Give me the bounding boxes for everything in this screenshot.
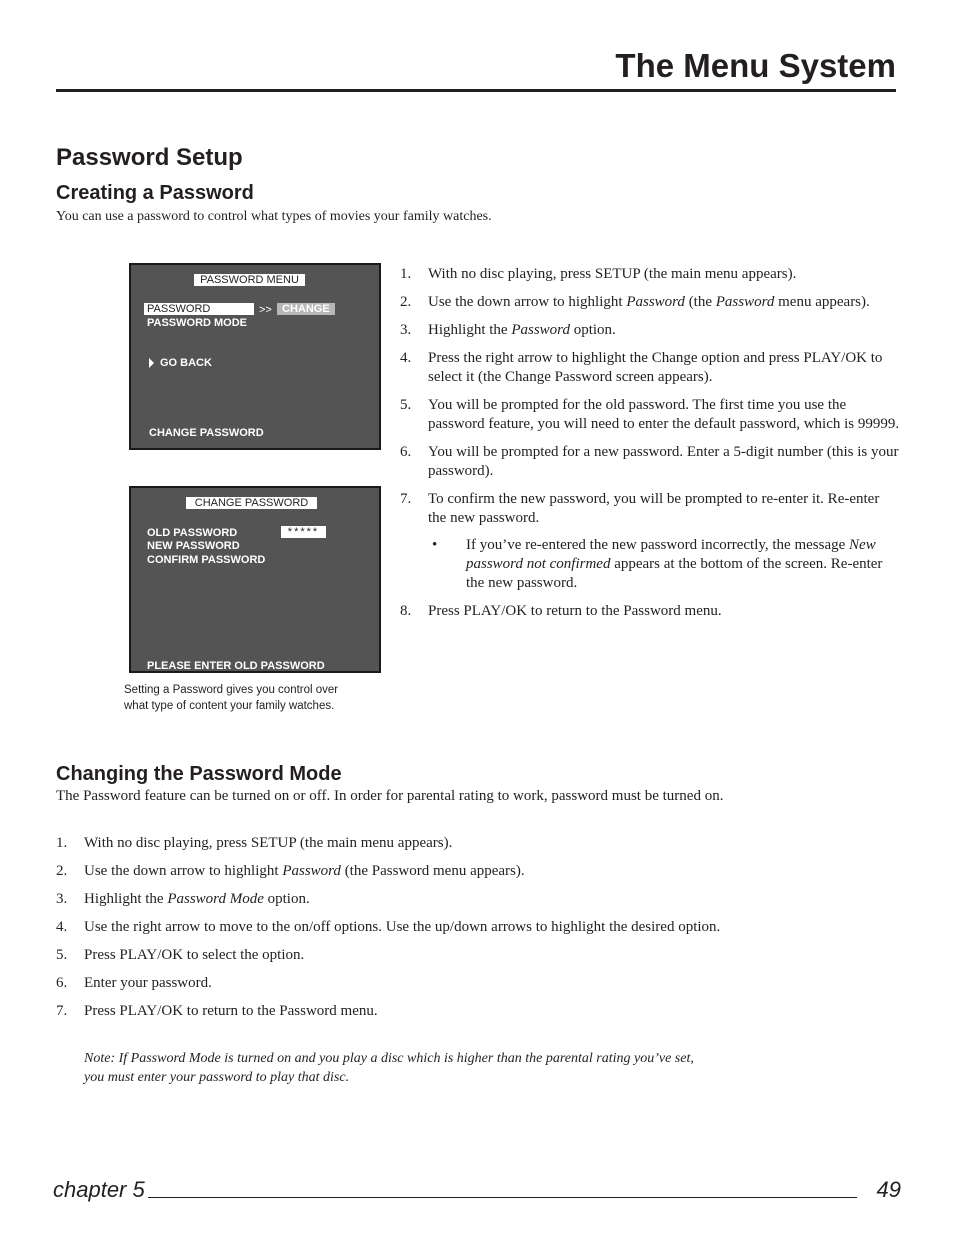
screen-title: CHANGE PASSWORD bbox=[186, 497, 317, 509]
figure-caption bbox=[124, 682, 384, 714]
list-item: 7. Press PLAY/OK to return to the Password menu. bbox=[56, 1003, 378, 1019]
menu-item-password: PASSWORD bbox=[144, 303, 254, 315]
page-number: 49 bbox=[876, 1177, 901, 1202]
title-rule bbox=[56, 89, 896, 92]
list-item: 1. With no disc playing, press SETUP (the main menu appears). bbox=[400, 266, 797, 282]
bullet-item: • If you’ve re-entered the new password incorrectly, the message New password not confirmed appears at the bottom of the screen. Re-enter the new password. bbox=[432, 537, 883, 591]
list-item: 3. Highlight the Password option. bbox=[400, 322, 616, 338]
caption-line: Setting a Password gives you control over bbox=[124, 684, 339, 696]
creating-steps bbox=[400, 265, 900, 630]
subsection-heading-creating: Creating a Password bbox=[56, 182, 254, 204]
list-item: 2. Use the down arrow to highlight Password (the Password menu appears). bbox=[56, 863, 525, 879]
parental-note: Note: If Password Mode is turned on and you play a disc which is higher than the parental rating you’ve set, you must enter your password to play that disc. bbox=[84, 1051, 694, 1085]
list-item: 5. Press PLAY/OK to select the option. bbox=[56, 947, 305, 963]
subsection-heading-changing: Changing the Password Mode bbox=[56, 763, 342, 785]
menu-item-password-mode: PASSWORD MODE bbox=[147, 317, 248, 329]
list-item: 6. Enter your password. bbox=[56, 975, 212, 991]
changing-steps bbox=[56, 834, 736, 1030]
page-title: The Menu System bbox=[615, 47, 896, 84]
caption-line: what type of content your family watches. bbox=[124, 700, 335, 712]
change-password-screen bbox=[129, 486, 381, 673]
list-item: 7. To confirm the new password, you will be prompted to re-enter it. Re-enter the new password. bbox=[400, 491, 880, 526]
change-option: CHANGE bbox=[277, 303, 335, 315]
footer-rule bbox=[148, 1197, 857, 1198]
new-password-label: NEW PASSWORD bbox=[147, 540, 240, 552]
list-item: 8. Press PLAY/OK to return to the Password menu. bbox=[400, 603, 722, 619]
list-item: 4. Use the right arrow to move to the on/off options. Use the up/down arrows to highlight the desired option. bbox=[56, 919, 721, 935]
list-item: 6. You will be prompted for a new password. Enter a 5-digit number (this is your password). bbox=[400, 444, 899, 479]
list-item: 1. With no disc playing, press SETUP (the main menu appears). bbox=[56, 835, 453, 851]
arrow-indicator: >> bbox=[259, 304, 272, 316]
menu-item-go-back: GO BACK bbox=[160, 357, 212, 369]
list-item: 3. Highlight the Password Mode option. bbox=[56, 891, 310, 907]
screen-status: PLEASE ENTER OLD PASSWORD bbox=[147, 660, 325, 672]
screen-title: PASSWORD MENU bbox=[194, 274, 305, 286]
old-password-label: OLD PASSWORD bbox=[147, 527, 238, 539]
section-heading: Password Setup bbox=[56, 144, 243, 171]
screen-status: CHANGE PASSWORD bbox=[149, 427, 264, 439]
confirm-password-label: CONFIRM PASSWORD bbox=[147, 554, 266, 566]
password-menu-screen bbox=[129, 263, 381, 450]
list-item: 4. Press the right arrow to highlight the Change option and press PLAY/OK to select it (the Change Password screen appears). bbox=[400, 350, 883, 385]
list-item: 2. Use the down arrow to highlight Password (the Password menu appears). bbox=[400, 294, 870, 310]
creating-intro: You can use a password to control what types of movies your family watches. bbox=[56, 209, 492, 224]
list-item: 5. You will be prompted for the old password. The first time you use the password feature, you will need to enter the default password, which is 99999. bbox=[400, 397, 900, 432]
password-mask: ***** bbox=[281, 526, 326, 538]
play-arrow-icon bbox=[149, 358, 154, 368]
footer-chapter: chapter 5 bbox=[53, 1177, 145, 1202]
changing-intro: The Password feature can be turned on or off. In order for parental rating to work, password must be turned on. bbox=[56, 788, 724, 804]
